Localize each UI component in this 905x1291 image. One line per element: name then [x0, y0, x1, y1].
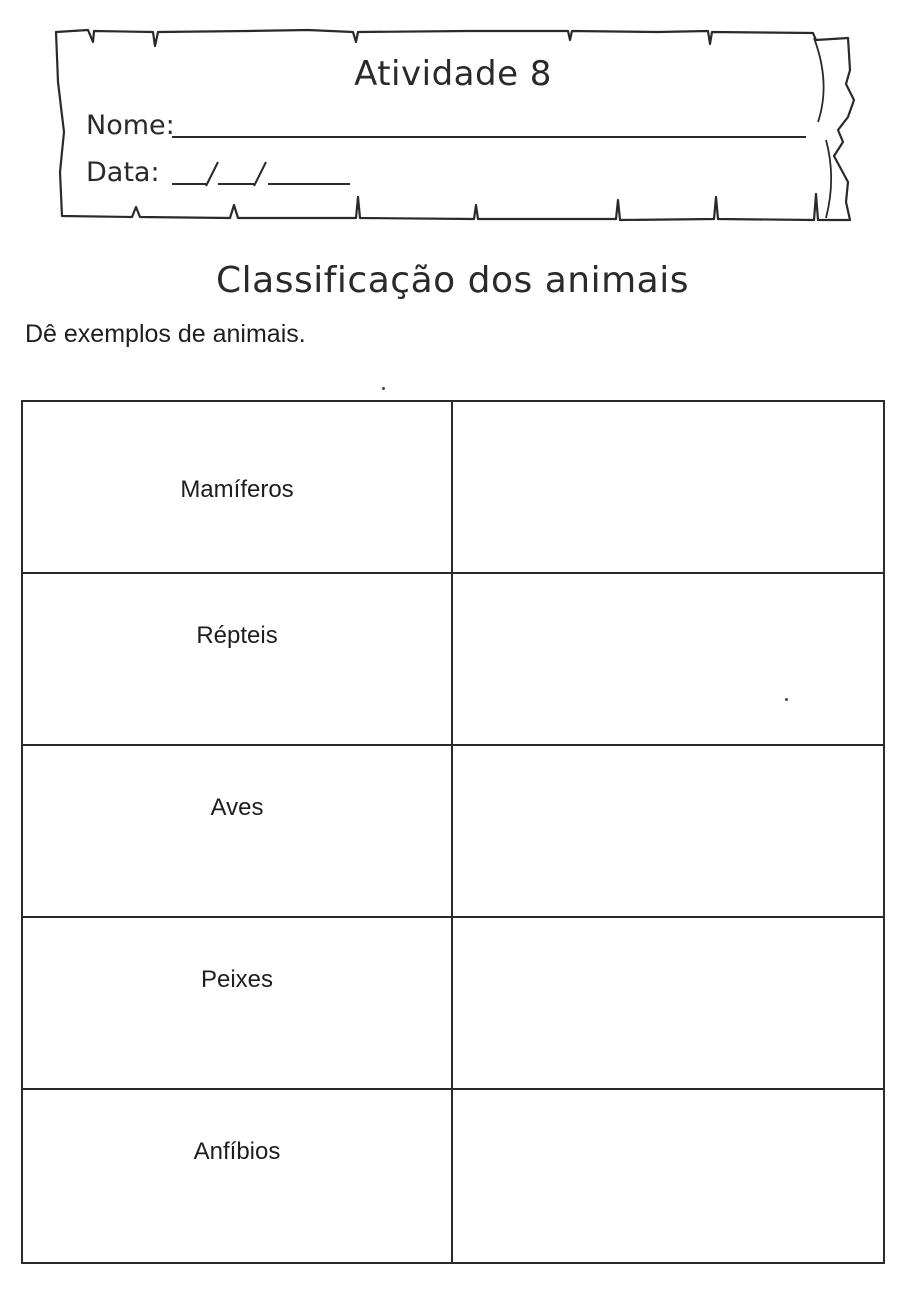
table-row-label-cell [23, 574, 453, 746]
instruction-text: Dê exemplos de animais. [25, 320, 306, 348]
scan-speck [382, 387, 385, 390]
table-row-label-cell [23, 746, 453, 918]
answer-cell[interactable] [453, 402, 883, 574]
worksheet-heading: Classificação dos animais [216, 260, 689, 301]
header-scroll-frame [48, 22, 858, 232]
scan-speck [785, 698, 788, 701]
class-label: Répteis [196, 622, 278, 649]
date-label: Data: [86, 157, 160, 188]
class-label: Peixes [200, 966, 274, 993]
table-row-label-cell [23, 402, 453, 574]
table-row-label-cell [23, 1090, 453, 1262]
class-label: Mamíferos [180, 476, 294, 503]
classification-table [21, 400, 885, 1264]
table-row-label-cell [23, 918, 453, 1090]
answer-cell[interactable] [453, 1090, 883, 1262]
activity-title: Atividade 8 [354, 54, 552, 94]
answer-cell[interactable] [453, 918, 883, 1090]
class-label: Aves [210, 794, 264, 821]
answer-cell[interactable] [453, 746, 883, 918]
answer-cell[interactable] [453, 574, 883, 746]
class-label: Anfíbios [193, 1138, 281, 1165]
name-label: Nome: [86, 110, 175, 141]
